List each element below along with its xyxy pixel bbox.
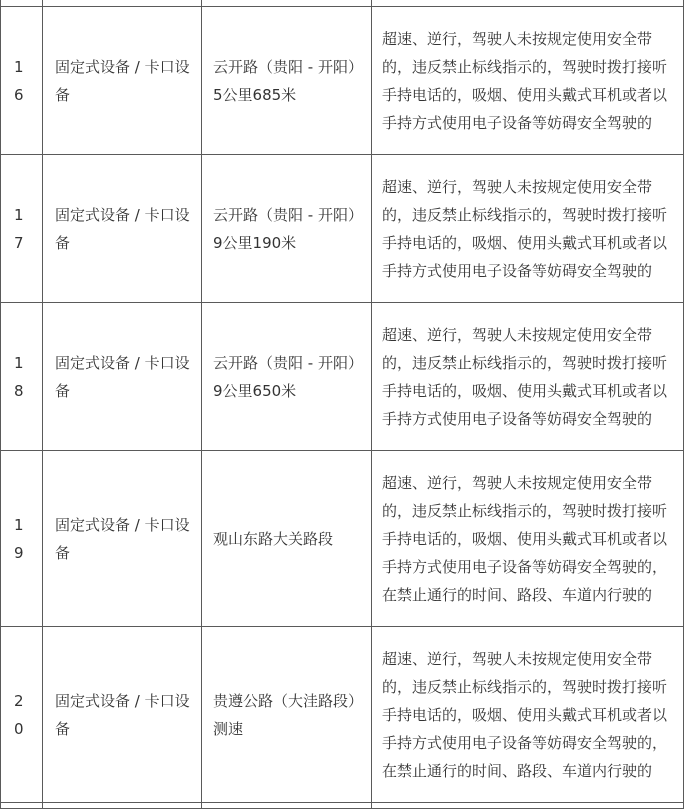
row-number: 17 (14, 205, 24, 252)
row-number: 20 (14, 691, 24, 738)
table-cell (1, 803, 43, 809)
location-cell: 云开路（贵阳 - 开阳）9公里650米 (202, 303, 372, 451)
device-type-cell: 固定式设备 / 卡口设备 (43, 627, 202, 803)
violation-cell: 超速、逆行，驾驶人未按规定使用安全带的，违反禁止标线指示的，驾驶时拨打接听手持电话的，吸烟、使用头戴式耳机或者以手持方式使用电子设备等妨碍安全驾驶的，在禁止通行的时间、路段、车道内行驶的 (372, 627, 684, 803)
row-number-cell (1, 7, 43, 155)
device-type-cell: 固定式设备 / 卡口设备 (43, 155, 202, 303)
location-cell: 云开路（贵阳 - 开阳）5公里685米 (202, 7, 372, 155)
table-row (1, 155, 684, 303)
row-number: 16 (14, 57, 24, 104)
violation-cell: 超速、逆行，驾驶人未按规定使用安全带的，违反禁止标线指示的，驾驶时拨打接听手持电话的，吸烟、使用头戴式耳机或者以手持方式使用电子设备等妨碍安全驾驶的 (372, 155, 684, 303)
table-row-partial-bottom (1, 803, 684, 809)
row-number: 19 (14, 515, 24, 562)
row-number: 18 (14, 353, 24, 400)
device-type-cell: 固定式设备 / 卡口设备 (43, 7, 202, 155)
table-cell (202, 803, 372, 809)
row-number-cell (1, 451, 43, 627)
row-number-cell (1, 303, 43, 451)
violation-cell: 超速、逆行，驾驶人未按规定使用安全带的，违反禁止标线指示的，驾驶时拨打接听手持电话的，吸烟、使用头戴式耳机或者以手持方式使用电子设备等妨碍安全驾驶的 (372, 7, 684, 155)
row-number-cell (1, 627, 43, 803)
table-row (1, 451, 684, 627)
table-row (1, 7, 684, 155)
table-row (1, 303, 684, 451)
row-number-cell (1, 155, 43, 303)
device-type-cell: 固定式设备 / 卡口设备 (43, 303, 202, 451)
location-cell: 观山东路大关路段 (202, 451, 372, 627)
device-type-cell: 固定式设备 / 卡口设备 (43, 451, 202, 627)
table-cell (43, 803, 202, 809)
violation-cell: 超速、逆行，驾驶人未按规定使用安全带的，违反禁止标线指示的，驾驶时拨打接听手持电话的，吸烟、使用头戴式耳机或者以手持方式使用电子设备等妨碍安全驾驶的，在禁止通行的时间、路段、车道内行驶的 (372, 451, 684, 627)
table-cell (372, 803, 684, 809)
violation-cell: 超速、逆行，驾驶人未按规定使用安全带的，违反禁止标线指示的，驾驶时拨打接听手持电话的，吸烟、使用头戴式耳机或者以手持方式使用电子设备等妨碍安全驾驶的 (372, 303, 684, 451)
location-cell: 云开路（贵阳 - 开阳）9公里190米 (202, 155, 372, 303)
table-row (1, 627, 684, 803)
location-cell: 贵遵公路（大洼路段）测速 (202, 627, 372, 803)
